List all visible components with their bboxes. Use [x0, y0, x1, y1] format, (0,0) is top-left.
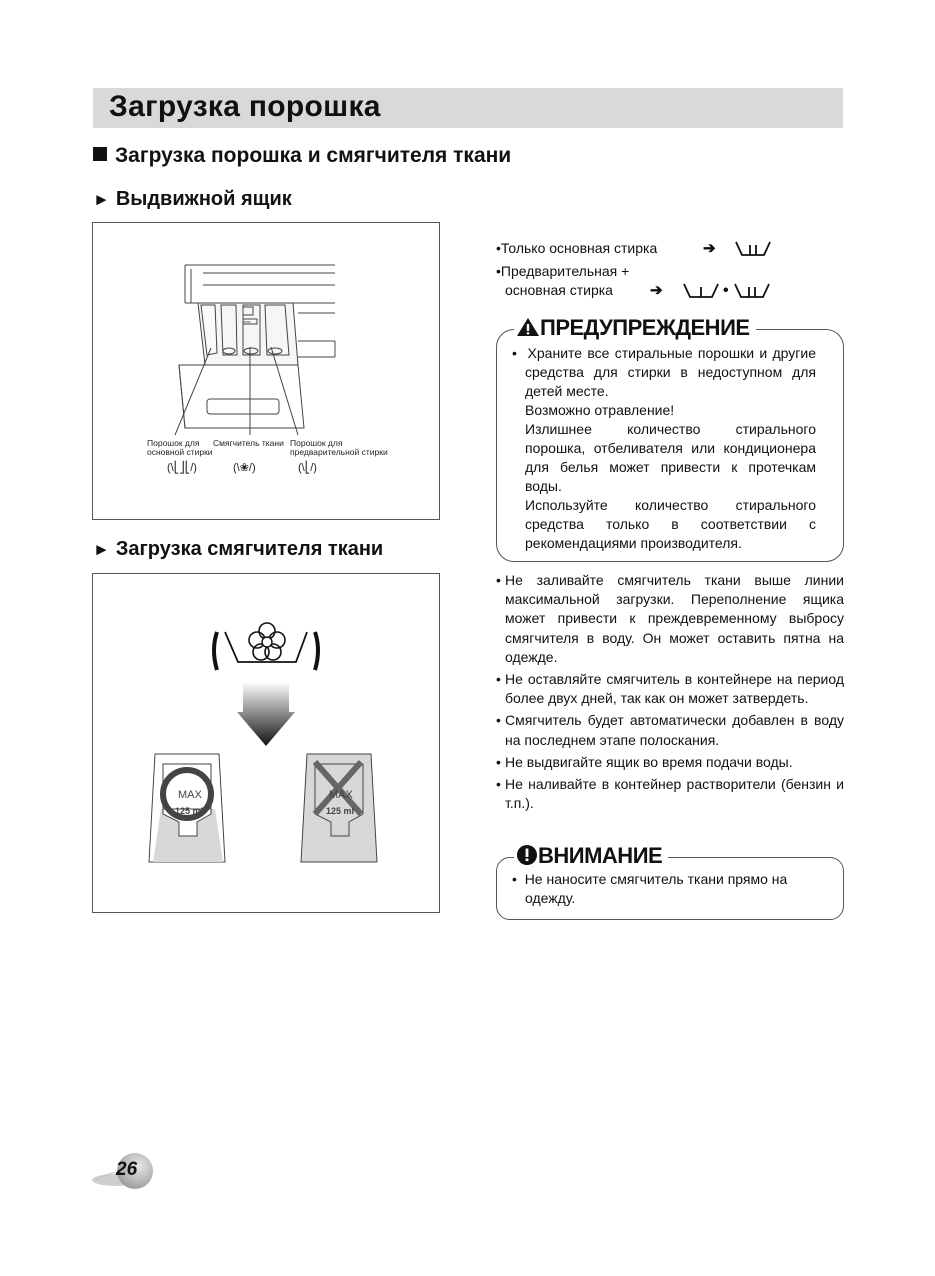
warning-text — [512, 344, 816, 553]
label-main-wash: Порошок для основной стирки — [147, 438, 213, 457]
label-prewash: Порошок для предварительной стирки — [290, 438, 388, 457]
triangle-right-icon: ► — [93, 540, 110, 559]
main-wash-line: •Только основная стирка ➔ — [496, 239, 657, 258]
softener-flower-icon — [214, 623, 318, 670]
main-wash-symbol: (\⎣⎦⎣/) — [167, 462, 197, 474]
warning-p3: Излишнее количество стирального порошка, отбеливателя или кондиционера для белья может привести к протечкам воды. — [525, 421, 816, 494]
subheading-drawer: ► Выдвижной ящик — [93, 188, 292, 210]
list-item: • Не выдвигайте ящик во время подачи воды. — [496, 753, 844, 772]
prewash-line-2: основная стирка ➔ • — [505, 281, 613, 300]
volume-label-left: 125 ml — [175, 806, 204, 816]
warning-title: ПРЕДУПРЕЖДЕНИЕ — [514, 315, 756, 341]
softener-figure — [92, 573, 440, 913]
caution-text: • Не наносите смягчитель ткани прямо на одежду. — [512, 871, 788, 906]
softener-illustration — [93, 574, 439, 912]
square-bullet-icon — [93, 147, 107, 161]
page-title: Загрузка порошка — [109, 90, 381, 123]
subheading-softener: ► Загрузка смягчителя ткани — [93, 538, 384, 560]
list-item: • Не заливайте смягчитель ткани выше линии максимальной загрузки. Переполнение ящика может привести к преждевременному выбросу смягчителя в воду. Он может оставить пятна на одежде. — [496, 571, 844, 667]
caution-title: ВНИМАНИЕ — [514, 843, 668, 869]
drawer-figure — [92, 222, 440, 520]
notes-list — [496, 571, 844, 816]
max-label-right: MAX — [329, 789, 353, 801]
triangle-right-icon: ► — [93, 190, 110, 209]
warning-p1: • Храните все стиральные порошки и другие средства для стирки в недоступном для детей месте. — [512, 345, 817, 399]
main-wash-tub-icon-2 — [733, 282, 775, 300]
max-mark: max — [243, 319, 251, 324]
prewash-tub-icon — [682, 282, 722, 300]
warning-p4: Используйте количество стирального средства только в соответствии с рекомендациями производителя. — [525, 497, 816, 551]
prewash-symbol: (\⎣/) — [298, 462, 317, 474]
list-item: • Не оставляйте смягчитель в контейнере на период более двух дней, так как он может затвердеть. — [496, 670, 844, 708]
arrow-icon: ➔ — [650, 282, 663, 299]
volume-label-right: 125 ml — [326, 806, 355, 816]
list-item: • Не наливайте в контейнер растворители (бензин и т.п.). — [496, 775, 844, 813]
section-heading: Загрузка порошка и смягчителя ткани — [93, 144, 511, 168]
page-number-badge — [92, 1152, 158, 1190]
page-title-bar — [93, 88, 843, 128]
max-label-left: MAX — [178, 789, 202, 801]
label-softener: Смягчитель ткани — [213, 438, 284, 448]
page-number: 26 — [116, 1159, 138, 1180]
arrow-icon: ➔ — [703, 240, 716, 257]
down-arrow-icon — [237, 682, 295, 746]
main-wash-tub-icon — [734, 240, 774, 258]
separator-dot: • — [723, 282, 729, 299]
warning-triangle-icon — [516, 317, 540, 337]
list-item: • Смягчитель будет автоматически добавлен в воду на последнем этапе полоскания. — [496, 711, 844, 749]
detergent-drawer-illustration — [93, 223, 439, 519]
prewash-line-1: •Предварительная + — [496, 263, 630, 279]
softener-symbol: (\❀/) — [233, 462, 256, 474]
warning-p2: Возможно отравление! — [525, 402, 675, 418]
caution-exclamation-icon — [516, 844, 538, 866]
